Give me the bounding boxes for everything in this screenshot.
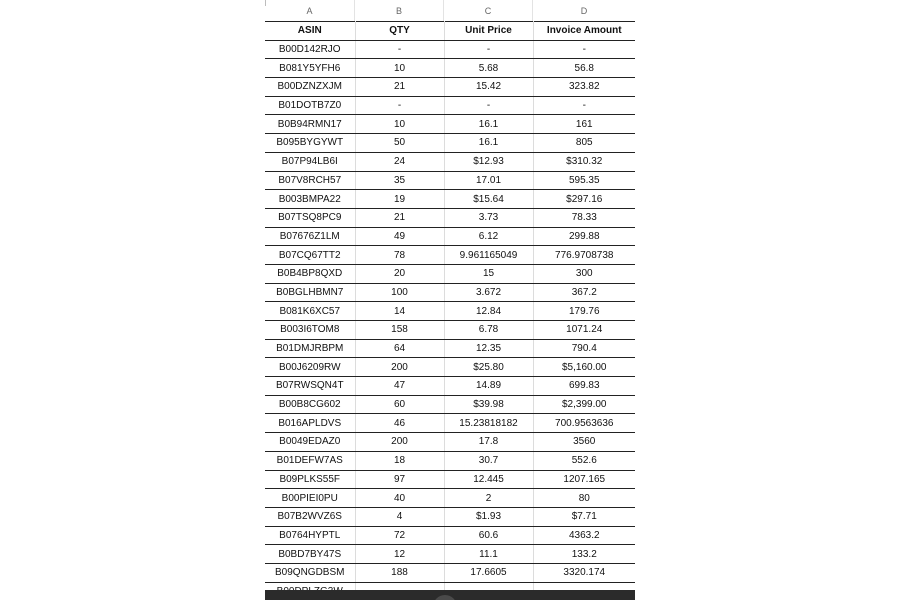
qty-cell[interactable]: 100 (355, 283, 444, 302)
invoice-amount-cell[interactable]: - (533, 96, 635, 115)
table-row (265, 96, 635, 115)
qty-cell[interactable]: 24 (355, 152, 444, 171)
table-row (265, 171, 635, 190)
qty-cell[interactable]: 78 (355, 246, 444, 265)
table-row (265, 377, 635, 396)
unit-price-cell[interactable]: 2 (444, 489, 533, 508)
unit-price-cell[interactable]: $1.93 (444, 507, 533, 526)
unit-price-cell[interactable]: $39.98 (444, 395, 533, 414)
column-header-c[interactable]: C (444, 0, 533, 21)
unit-price-cell[interactable]: 15 (444, 264, 533, 283)
qty-cell[interactable]: 200 (355, 433, 444, 452)
table-row (265, 545, 635, 564)
unit-price-cell[interactable]: 15.23818182 (444, 414, 533, 433)
asin-cell[interactable]: B07B2WVZ6S (265, 507, 355, 526)
unit-price-cell[interactable]: 11.1 (444, 545, 533, 564)
qty-cell[interactable]: 46 (355, 414, 444, 433)
invoice-amount-cell[interactable]: 56.8 (533, 59, 635, 78)
qty-cell[interactable]: - (355, 40, 444, 59)
table-row (265, 339, 635, 358)
qty-cell[interactable]: 10 (355, 115, 444, 134)
asin-cell[interactable]: B003BMPA22 (265, 190, 355, 209)
qty-cell[interactable]: 72 (355, 526, 444, 545)
invoice-amount-cell[interactable]: 776.9708738 (533, 246, 635, 265)
unit-price-cell[interactable]: 14.89 (444, 377, 533, 396)
invoice-amount-cell[interactable]: 161 (533, 115, 635, 134)
asin-cell[interactable]: B00B8CG602 (265, 395, 355, 414)
qty-cell[interactable]: 10 (355, 59, 444, 78)
table-row (265, 507, 635, 526)
qty-cell[interactable]: 158 (355, 321, 444, 340)
asin-cell[interactable]: B081K6XC57 (265, 302, 355, 321)
column-header-b[interactable]: B (355, 0, 444, 21)
asin-cell[interactable]: B0B94RMN17 (265, 115, 355, 134)
invoice-amount-cell[interactable]: 790.4 (533, 339, 635, 358)
invoice-amount-cell[interactable]: 699.83 (533, 377, 635, 396)
invoice-amount-cell[interactable]: 3560 (533, 433, 635, 452)
invoice-amount-cell[interactable]: 552.6 (533, 451, 635, 470)
asin-cell[interactable]: B07676Z1LM (265, 227, 355, 246)
unit-price-cell[interactable]: 15.42 (444, 78, 533, 97)
qty-cell[interactable]: 19 (355, 190, 444, 209)
unit-price-cell[interactable]: 5.68 (444, 59, 533, 78)
table-row (265, 470, 635, 489)
qty-cell[interactable]: 12 (355, 545, 444, 564)
unit-price-cell[interactable]: 3.672 (444, 283, 533, 302)
qty-cell[interactable]: - (355, 96, 444, 115)
table-row (265, 190, 635, 209)
invoice-amount-cell[interactable]: $7.71 (533, 507, 635, 526)
asin-cell[interactable]: B07V8RCH57 (265, 171, 355, 190)
qty-cell[interactable]: 18 (355, 451, 444, 470)
table-row (265, 78, 635, 97)
qty-cell[interactable]: 188 (355, 563, 444, 582)
asin-cell[interactable]: B00J6209RW (265, 358, 355, 377)
header-cell-asin[interactable]: ASIN (265, 22, 355, 41)
unit-price-cell[interactable]: 12.35 (444, 339, 533, 358)
asin-cell[interactable]: B07TSQ8PC9 (265, 208, 355, 227)
table-row (265, 134, 635, 153)
invoice-amount-cell[interactable]: 700.9563636 (533, 414, 635, 433)
table-row (265, 302, 635, 321)
invoice-amount-cell[interactable]: $5,160.00 (533, 358, 635, 377)
unit-price-cell[interactable]: 3.73 (444, 208, 533, 227)
asin-cell[interactable]: B0764HYPTL (265, 526, 355, 545)
invoice-amount-cell[interactable]: 323.82 (533, 78, 635, 97)
asin-cell[interactable]: B0B4BP8QXD (265, 264, 355, 283)
qty-cell[interactable]: 40 (355, 489, 444, 508)
table-row (265, 152, 635, 171)
table-row (265, 563, 635, 582)
qty-cell[interactable]: 20 (355, 264, 444, 283)
unit-price-cell[interactable]: 6.12 (444, 227, 533, 246)
qty-cell[interactable]: 4 (355, 507, 444, 526)
data-table (265, 21, 635, 600)
asin-cell[interactable]: B00PIEI0PU (265, 489, 355, 508)
qty-cell[interactable]: 97 (355, 470, 444, 489)
table-row (265, 264, 635, 283)
asin-cell[interactable]: B01DEFW7AS (265, 451, 355, 470)
table-row (265, 283, 635, 302)
table-row (265, 246, 635, 265)
header-cell-invoice-amount[interactable]: Invoice Amount (533, 22, 635, 41)
column-header-bar (265, 0, 635, 21)
invoice-amount-cell[interactable]: $297.16 (533, 190, 635, 209)
asin-cell[interactable]: B07P94LB6I (265, 152, 355, 171)
asin-cell[interactable]: B0BD7BY47S (265, 545, 355, 564)
bottom-navigation-bar (265, 590, 635, 600)
header-cell-unit-price[interactable]: Unit Price (444, 22, 533, 41)
unit-price-cell[interactable]: 12.84 (444, 302, 533, 321)
unit-price-cell[interactable]: 17.01 (444, 171, 533, 190)
column-header-d[interactable]: D (580, 6, 588, 16)
asin-cell[interactable]: B09QNGDBSM (265, 563, 355, 582)
qty-cell[interactable]: 21 (355, 78, 444, 97)
invoice-amount-cell[interactable]: 300 (533, 264, 635, 283)
qty-cell[interactable]: 21 (355, 208, 444, 227)
invoice-amount-cell[interactable]: 805 (533, 134, 635, 153)
unit-price-cell[interactable]: - (444, 40, 533, 59)
unit-price-cell[interactable]: 12.445 (444, 470, 533, 489)
unit-price-cell[interactable]: 9.961165049 (444, 246, 533, 265)
invoice-amount-cell[interactable]: 1071.24 (533, 321, 635, 340)
table-row (265, 395, 635, 414)
asin-cell[interactable]: B0049EDAZ0 (265, 433, 355, 452)
unit-price-cell[interactable]: $12.93 (444, 152, 533, 171)
header-cell-qty[interactable]: QTY (355, 22, 444, 41)
table-row (265, 208, 635, 227)
invoice-amount-cell[interactable]: - (533, 40, 635, 59)
column-header-a[interactable]: A (265, 0, 355, 21)
home-handle-icon[interactable] (433, 595, 457, 600)
asin-cell[interactable]: B01DOTB7Z0 (265, 96, 355, 115)
table-row (265, 115, 635, 134)
asin-cell[interactable]: B095BYGYWT (265, 134, 355, 153)
asin-cell[interactable]: B07CQ67TT2 (265, 246, 355, 265)
table-row (265, 59, 635, 78)
table-row (265, 526, 635, 545)
table-row (265, 40, 635, 59)
invoice-amount-cell[interactable]: 299.88 (533, 227, 635, 246)
asin-cell[interactable]: B081Y5YFH6 (265, 59, 355, 78)
unit-price-cell[interactable]: 60.6 (444, 526, 533, 545)
asin-cell[interactable]: B00DZNZXJM (265, 78, 355, 97)
unit-price-cell[interactable]: 16.1 (444, 115, 533, 134)
asin-cell[interactable]: B0BGLHBMN7 (265, 283, 355, 302)
asin-cell[interactable]: B07RWSQN4T (265, 377, 355, 396)
invoice-amount-cell[interactable]: $310.32 (533, 152, 635, 171)
table-row (265, 451, 635, 470)
table-row (265, 433, 635, 452)
unit-price-cell[interactable]: 6.78 (444, 321, 533, 340)
spreadsheet-view (265, 0, 635, 600)
asin-cell[interactable]: B01DMJRBPM (265, 339, 355, 358)
table-row (265, 321, 635, 340)
invoice-amount-cell[interactable]: 133.2 (533, 545, 635, 564)
qty-cell[interactable]: 50 (355, 134, 444, 153)
table-header-row (265, 22, 635, 41)
qty-cell[interactable]: 64 (355, 339, 444, 358)
invoice-amount-cell[interactable]: 595.35 (533, 171, 635, 190)
asin-cell[interactable]: B09PLKS55F (265, 470, 355, 489)
unit-price-cell[interactable]: 16.1 (444, 134, 533, 153)
invoice-amount-cell[interactable]: $2,399.00 (533, 395, 635, 414)
table-row (265, 358, 635, 377)
table-row (265, 414, 635, 433)
table-row (265, 227, 635, 246)
invoice-amount-cell[interactable]: 1207.165 (533, 470, 635, 489)
asin-cell[interactable]: B003I6TOM8 (265, 321, 355, 340)
unit-price-cell[interactable]: 30.7 (444, 451, 533, 470)
asin-cell[interactable]: B016APLDVS (265, 414, 355, 433)
qty-cell[interactable]: 35 (355, 171, 444, 190)
unit-price-cell[interactable]: $15.64 (444, 190, 533, 209)
unit-price-cell[interactable]: 17.6605 (444, 563, 533, 582)
qty-cell[interactable]: 14 (355, 302, 444, 321)
invoice-amount-cell[interactable]: 367.2 (533, 283, 635, 302)
invoice-amount-cell[interactable]: 179.76 (533, 302, 635, 321)
invoice-amount-cell[interactable]: 80 (533, 489, 635, 508)
qty-cell[interactable]: 47 (355, 377, 444, 396)
invoice-amount-cell[interactable]: 4363.2 (533, 526, 635, 545)
invoice-amount-cell[interactable]: 3320.174 (533, 563, 635, 582)
qty-cell[interactable]: 200 (355, 358, 444, 377)
qty-cell[interactable]: 49 (355, 227, 444, 246)
qty-cell[interactable]: 60 (355, 395, 444, 414)
table-body (265, 40, 635, 600)
table-row (265, 489, 635, 508)
unit-price-cell[interactable]: - (444, 96, 533, 115)
unit-price-cell[interactable]: 17.8 (444, 433, 533, 452)
asin-cell[interactable]: B00D142RJO (265, 40, 355, 59)
invoice-amount-cell[interactable]: 78.33 (533, 208, 635, 227)
unit-price-cell[interactable]: $25.80 (444, 358, 533, 377)
